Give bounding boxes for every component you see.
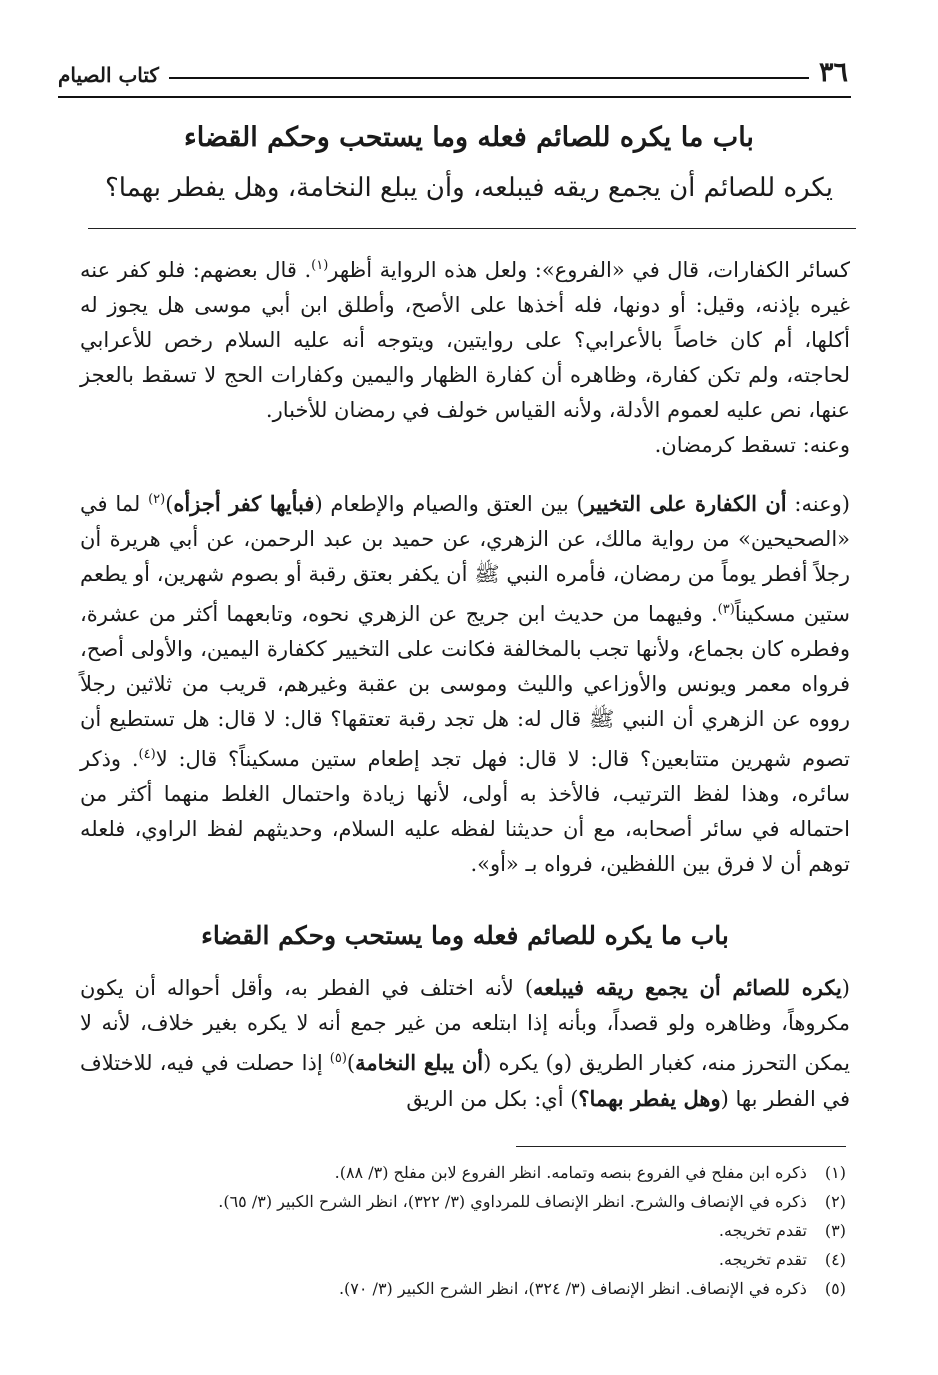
matn-quote: أن الكفارة على التخيير [584, 491, 787, 516]
commentary-text: . وفيهما من حديث ابن جريج عن الزهري نحوه، وتابعهما أكثر من عشرة، وفطره كان بجماع، ولأنها تجب بالمخالفة فكانت على التخيير ككفارة اليمين، والأولى أصح، فرواه معمر ويونس والأوزاعي والليث وموسى بن عقبة وغيرهم، قريب من ثلاثين رجلاً رووه عن الزهري أن النبي ﷺ قال له: هل تجد رقبة تعتقها؟ قال: لا قال: هل تستطيع أن تصوم شهرين متتابعين؟ قال: لا قال: فهل تجد إطعام ستين مسكيناً؟ قال: لا [80, 602, 850, 771]
footnote-ref: (٥) [329, 1051, 347, 1066]
matn-quote: أن يبلع النخامة [355, 1050, 484, 1075]
commentary-paragraph [80, 482, 850, 882]
matn-quote: فبأيها كفر أجزأه [173, 491, 315, 516]
commentary-text: (وعنه: [786, 492, 850, 516]
footnote-item [80, 1245, 846, 1274]
page-header [58, 50, 848, 88]
commentary-paragraph [80, 970, 850, 1117]
book-title: كتاب الصيام [58, 63, 159, 87]
footnote-text: ذكره في الإنصاف. انظر الإنصاف (٣/ ٣٢٤)، انظر الشرح الكبير (٣/ ٧٠). [338, 1279, 807, 1298]
section-heading: باب ما يكره للصائم فعله وما يستحب وحكم القضاء [201, 921, 729, 950]
footnote-text: تقدم تخريجه. [718, 1250, 807, 1269]
footnotes [80, 1158, 846, 1303]
footnote-text: ذكره في الإنصاف والشرح. انظر الإنصاف للمرداوي (٣/ ٣٢٢)، انظر الشرح الكبير (٣/ ٦٥). [218, 1192, 807, 1211]
commentary-text: ) [165, 492, 174, 516]
footnote-ref: (٤) [138, 747, 156, 762]
commentary-text: ( [841, 976, 850, 1000]
commentary-text: كسائر الكفارات، قال في «الفروع»: ولعل هذه الرواية أظهر [328, 258, 850, 282]
section-divider [88, 228, 856, 229]
footnote-ref: (٣) [717, 602, 735, 617]
commentary-paragraph [80, 428, 850, 463]
header-rule [169, 77, 809, 79]
commentary-paragraph [80, 248, 850, 428]
commentary-block-3 [80, 970, 850, 1117]
footnote-text: تقدم تخريجه. [718, 1221, 807, 1240]
commentary-text: . وذكر سائره، وهذا لفظ الترتيب، فالأخذ به أولى، لأنها زيادة واحتمال الغلط منهما أكثر من احتماله في سائر أصحابه، مع أن حديثنا لفظه عليه السلام، وحديثهم لفظ الراوي، فلعله توهم أن لا فرق بين اللفظين، فرواه بـ «أو». [80, 747, 850, 876]
footnote-item [80, 1158, 846, 1187]
footnote-item [80, 1187, 846, 1216]
commentary-text: لما في «الصحيحين» من رواية مالك، عن الزهري، عن حميد بن عبد الرحمن، عن أبي هريرة أن رجلاً أفطر يوماً من رمضان، فأمره النبي ﷺ أن يكفر بعتق رقبة أو بصوم شهرين، أو يطعم ستين مسكيناً [80, 492, 850, 626]
commentary-block-1 [80, 248, 850, 463]
footnote-number: (١) [824, 1163, 846, 1182]
page-number: ٣٦ [818, 57, 848, 88]
header-divider [58, 96, 851, 98]
footnote-text: ذكره ابن مفلح في الفروع بنصه وتمامه. انظر الفروع لابن مفلح (٣/ ٨٨). [334, 1163, 807, 1182]
footnote-ref: (٢) [148, 492, 166, 507]
matn-quote: وهل يفطر بهما؟ [578, 1086, 721, 1111]
matn-text: يكره للصائم أن يجمع ريقه فيبلعه، وأن يبلع النخامة، وهل يفطر بهما؟ [104, 173, 834, 203]
commentary-text: وعنه: تسقط كرمضان. [654, 433, 850, 457]
commentary-block-2 [80, 482, 850, 882]
commentary-text: ) بين العتق والصيام والإطعام ( [314, 492, 585, 516]
footnote-item [80, 1216, 846, 1245]
footnote-number: (٤) [824, 1250, 846, 1269]
footnote-ref: (١) [311, 258, 329, 273]
commentary-text: إذا حصلت في فيه، للاختلاف في الفطر بها ( [80, 1051, 850, 1111]
commentary-text: . قال بعضهم: فلو كفر عنه غيره بإذنه، وقيل: أو دونها، فله أخذها على الأصح، وأطلق ابن أبي موسى هل يجوز له أكلها، أم كان خاصاً بالأعرابي؟ على روايتين، ويتوجه أنه عليه السلام رخص للأعرابي لحاجته، ولم تكن كفارة، وظاهره أن كفارة الظهار واليمين وكفارات الحج لا تسقط بالعجز عنها، نص عليه لعموم الأدلة، ولأنه القياس خولف في رمضان للأخبار. [80, 258, 850, 422]
footnote-item [80, 1274, 846, 1303]
chapter-heading: باب ما يكره للصائم فعله وما يستحب وحكم القضاء [184, 122, 754, 153]
matn-quote: يكره للصائم أن يجمع ريقه فيبلعه [533, 975, 842, 1000]
footnote-number: (٥) [824, 1279, 846, 1298]
commentary-text: ) [346, 1051, 356, 1075]
commentary-text: ) لأنه اختلف في الفطر به، وأقل أحواله أن يكون مكروهاً، وظاهره ولو قصداً، وبأنه إذا ابتلعه من غير جمع أنه لا يكره بغير خلاف، لأنه لا يمكن التحرز منه، كغبار الطريق (و) يكره ( [80, 976, 850, 1075]
commentary-text: ) أي: بكل من الريق [406, 1087, 579, 1111]
footnote-number: (٢) [824, 1192, 846, 1211]
footnote-number: (٣) [824, 1221, 846, 1240]
footnote-divider [516, 1146, 846, 1147]
